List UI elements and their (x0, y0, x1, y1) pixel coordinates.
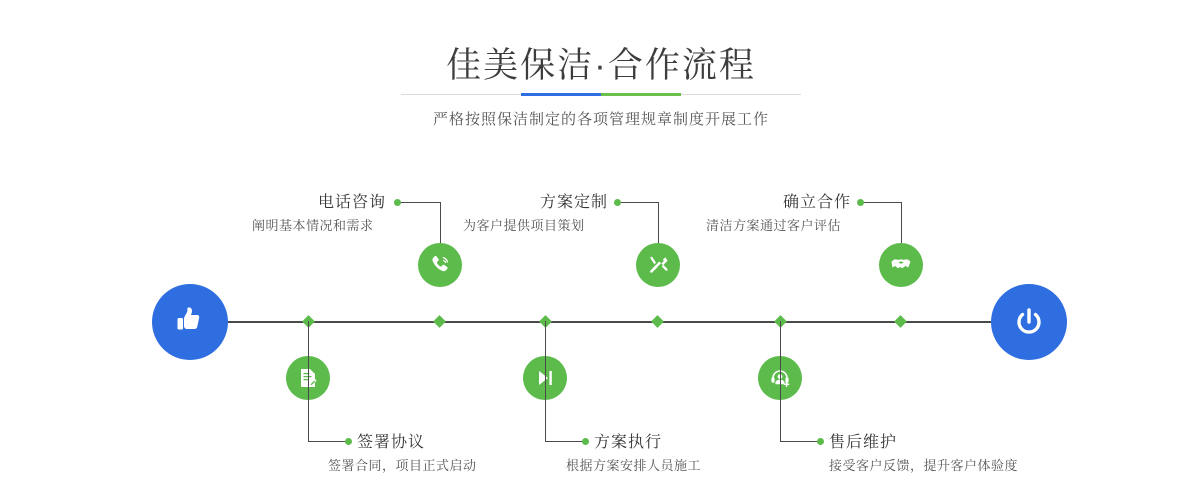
connector-h-1 (398, 202, 440, 203)
phone-icon (428, 253, 452, 277)
tools-icon (646, 253, 670, 277)
divider-accent-green (601, 93, 681, 96)
handshake-icon (889, 253, 913, 277)
timeline-end-node (991, 284, 1067, 360)
step-desc-2: 签署合同，项目正式启动 (328, 458, 477, 473)
divider-accent-blue (521, 93, 601, 96)
step-desc-1: 阐明基本情况和需求 (252, 218, 374, 233)
connector-h-2 (308, 441, 348, 442)
step-desc-5: 清洁方案通过客户评估 (706, 218, 842, 233)
power-icon (1009, 302, 1049, 342)
step-icon-5 (879, 243, 923, 287)
connector-v-1 (440, 202, 441, 243)
connector-dot-3 (614, 199, 621, 206)
connector-v-2 (308, 321, 309, 441)
step-icon-1 (418, 243, 462, 287)
timeline-start-node (152, 284, 228, 360)
connector-dot-4 (582, 438, 589, 445)
step-title-2: 签署协议 (357, 434, 426, 451)
connector-h-3 (618, 202, 658, 203)
axis-node-5 (894, 315, 907, 328)
step-desc-3: 为客户提供项目策划 (463, 218, 585, 233)
axis-node-1 (433, 315, 446, 328)
connector-v-4 (545, 321, 546, 441)
title-divider (401, 93, 801, 96)
step-title-3: 方案定制 (540, 194, 609, 211)
connector-h-4 (545, 441, 585, 442)
axis-node-3 (651, 315, 664, 328)
thumbs-up-icon (170, 302, 210, 342)
connector-v-3 (658, 202, 659, 243)
step-title-4: 方案执行 (594, 434, 663, 451)
step-title-1: 电话咨询 (318, 194, 387, 211)
step-title-6: 售后维护 (829, 434, 898, 451)
connector-dot-6 (817, 438, 824, 445)
step-title-5: 确立合作 (783, 194, 852, 211)
step-icon-3 (636, 243, 680, 287)
connector-dot-2 (345, 438, 352, 445)
connector-h-5 (861, 202, 901, 203)
page-title: 佳美保洁·合作流程 (446, 46, 756, 85)
connector-h-6 (780, 441, 820, 442)
connector-v-5 (901, 202, 902, 243)
step-desc-4: 根据方案安排人员施工 (566, 458, 702, 473)
connector-v-6 (780, 321, 781, 441)
page-subtitle: 严格按照保洁制定的各项管理规章制度开展工作 (432, 111, 769, 128)
connector-dot-5 (857, 199, 864, 206)
step-desc-6: 接受客户反馈，提升客户体验度 (829, 458, 1019, 473)
connector-dot-1 (394, 199, 401, 206)
